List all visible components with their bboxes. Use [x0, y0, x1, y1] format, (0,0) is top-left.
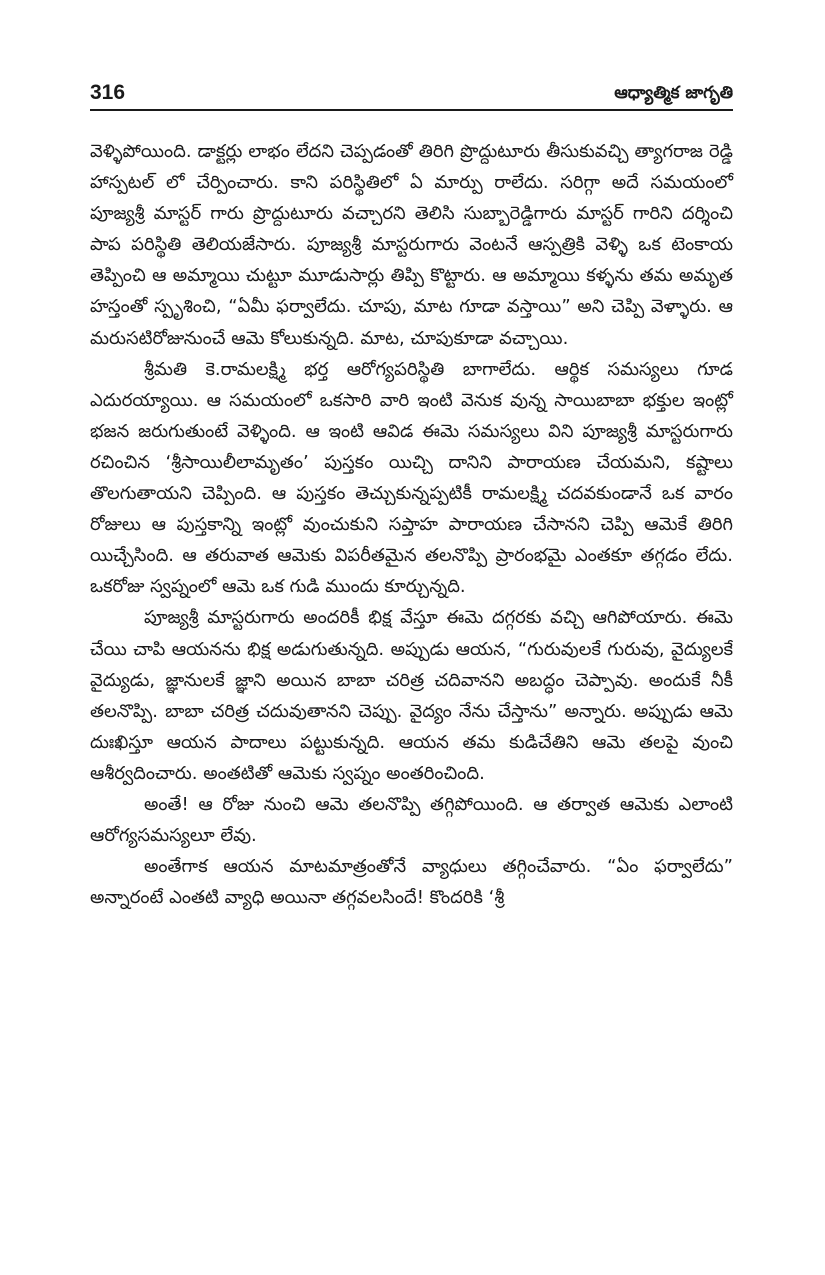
- paragraph-2: శ్రీమతి కె.రామలక్ష్మి భర్త ఆరోగ్యపరిస్థితి బాగాలేదు. ఆర్థిక సమస్యలు గూడ ఎదురయ్యాయి. ఆ సమయంలో ఒకసారి వారి ఇంటి వెనుక వున్న సాయిబాబా భక్తుల ఇంట్లో భజన జరుగుతుంటే వెళ్ళింది. ఆ ఇంటి ఆవిడ ఈమె సమస్యలు విని పూజ్యశ్రీ మాస్టరుగారు రచించిన ‘శ్రీసాయిలీలామృతం’ పుస్తకం యిచ్చి దానిని పారాయణ చేయమని, కష్టాలు తొలగుతాయని చెప్పింది. ఆ పుస్తకం తెచ్చుకున్నప్పటికీ రామలక్ష్మి చదవకుండానే ఒక వారం రోజులు ఆ పుస్తకాన్ని ఇంట్లో వుంచుకుని సప్తాహ పారాయణ చేసానని చెప్పి ఆమెకే తిరిగి యిచ్చేసింది. ఆ తరువాత ఆమెకు విపరీతమైన తలనొప్పి ప్రారంభమై ఎంతకూ తగ్గడం లేదు. ఒకరోజు స్వప్నంలో ఆమె ఒక గుడి ముందు కూర్చున్నది.: [90, 358, 733, 598]
- paragraph-5: అంతేగాక ఆయన మాటమాత్రంతోనే వ్యాధులు తగ్గించేవారు. “ఏం ఫర్వాలేదు” అన్నారంటే ఎంతటి వ్యాధి అయినా తగ్గవలసిందే! కొందరికి ‘శ్రీ: [90, 856, 733, 909]
- paragraph-4: అంతే! ఆ రోజు నుంచి ఆమె తలనొప్పి తగ్గిపోయింది. ఆ తర్వాత ఆమెకు ఎలాంటి ఆరోగ్యసమస్యలూ లేవు.: [90, 793, 733, 847]
- page-number: 316: [90, 81, 126, 104]
- paragraph-3: పూజ్యశ్రీ మాస్టరుగారు అందరికీ భిక్ష వేస్తూ ఈమె దగ్గరకు వచ్చి ఆగిపోయారు. ఈమె చేయి చాపి ఆయనను భిక్ష అడుగుతున్నది. అప్పుడు ఆయన, “గురువులకే గురువు, వైద్యులకే వైద్యుడు, జ్ఞానులకే జ్ఞాని అయిన బాబా చరిత్ర చదివానని అబద్ధం చెప్పావు. అందుకే నీకీ తలనొప్పి. బాబా చరిత్ర చదువుతానని చెప్పు. వైద్యం నేను చేస్తాను” అన్నారు. అప్పుడు ఆమె దుఃఖిస్తూ ఆయన పాదాలు పట్టుకున్నది. ఆయన తమ కుడిచేతిని ఆమె తలపై వుంచి ఆశీర్వదించారు. అంతటితో ఆమెకు స్వప్నం అంతరించింది.: [90, 607, 733, 784]
- paragraph-1: వెళ్ళిపోయింది. డాక్టర్లు లాభం లేదని చెప్పడంతో తిరిగి ప్రొద్దుటూరు తీసుకువచ్చి త్యాగరాజ రెడ్డి హాస్పటల్ లో చేర్పించారు. కాని పరిస్థితిలో ఏ మార్పు రాలేదు. సరిగ్గా అదే సమయంలో పూజ్యశ్రీ మాస్టర్ గారు ప్రొద్దుటూరు వచ్చారని తెలిసి సుబ్బారెడ్డిగారు మాస్టర్ గారిని దర్శించి పాప పరిస్థితి తెలియజేసారు. పూజ్యశ్రీ మాస్టరుగారు వెంటనే ఆస్పత్రికి వెళ్ళి ఒక టెంకాయ తెప్పించి ఆ అమ్మాయి చుట్టూ మూడుసార్లు తిప్పి కొట్టారు. ఆ అమ్మాయి కళ్ళను తమ అమృత హస్తంతో స్పృశించి, “ఏమీ ఫర్వాలేదు. చూపు, మాట గూడా వస్తాయి” అని చెప్పి వెళ్ళారు. ఆ మరుసటిరోజునుంచే ఆమె కోలుకున్నది. మాట, చూపుకూడా వచ్చాయి.: [90, 141, 733, 349]
- header-rule: [90, 109, 733, 111]
- body-text: [90, 136, 733, 913]
- running-title: ఆధ్యాత్మిక జాగృతి: [614, 83, 733, 103]
- page-header: [90, 78, 733, 108]
